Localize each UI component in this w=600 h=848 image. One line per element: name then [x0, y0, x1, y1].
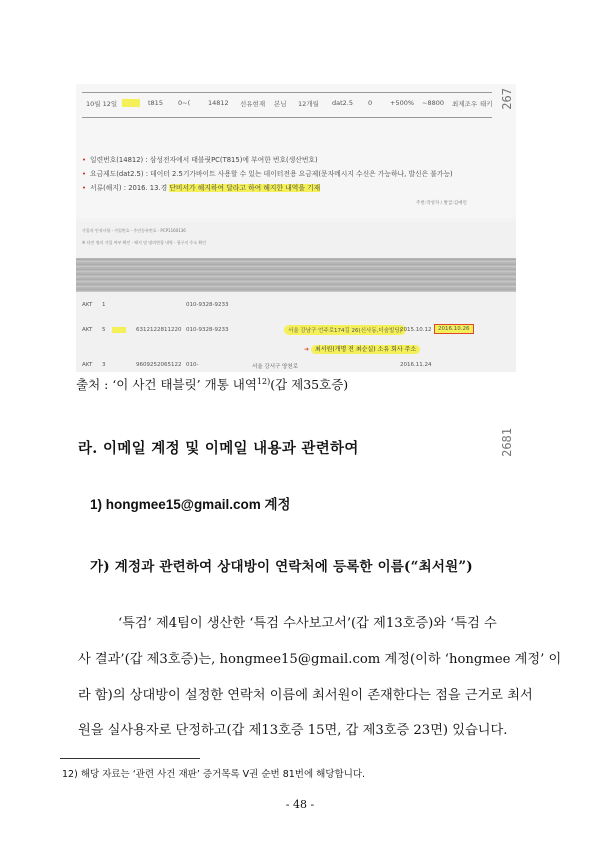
scan-lower-section: 가입자 인적사항 · 가입번호 · 주민등록번호 · PCP1160136 ※ 타인 명의 가입 여부 확인 · 해지 및 명의변경 내역 · 청구지 주소 확인 AKT 1 010-9328-9233 2681 AKT 5 6312122811220 010-9328-9233 서울 강남구 언주로174길 26(신사동,더숨빌딩) 2015.10.12 2016.10.26 ➜ 최서원(개명 전 최순실) 소유 회사 주소 AKT 3 9609252065122 010- 서울 강서구 양천로 2016.11.24	[76, 222, 516, 372]
cell-period: 12개월	[298, 100, 319, 108]
scan-note-serial: • 일련번호(14812) : 삼성전자에서 태블릿PC(T815)에 부여한 번호(생산번호)	[82, 156, 318, 164]
cell-model: t815	[148, 99, 163, 107]
scan-table-row	[82, 92, 492, 118]
cell-zero: 0	[368, 99, 373, 107]
page-stamp-top: 267	[500, 88, 514, 110]
scan-right-note: 주번:작성자 / 발급:김예린	[416, 201, 467, 206]
figure-caption: 출처 : ‘이 사건 태블릿’ 개통 내역$^{12)}$(갑 제35호증)	[76, 376, 349, 392]
scan-annotation: ➜ 최서원(개명 전 최순실) 소유 회사 주소	[304, 344, 420, 353]
cell-amount: ~8800	[422, 99, 444, 107]
cell-etc: 태키	[480, 100, 493, 108]
footnote: 12) 해당 자료는 ‘관련 사건 재판’ 증거목록 Ⅴ권 순번 81번에 해당합니다.	[62, 769, 366, 780]
page-stamp-bottom: 2681	[500, 428, 514, 457]
paragraph-line: 라 함)의 상대방이 설정한 연락처 이름에 최서원이 존재한다는 점을 근거로 최서	[78, 688, 533, 703]
subsection-heading: 1) hongmee15@gmail.com 계정	[90, 497, 291, 512]
cell-code: 0~(	[178, 99, 191, 107]
scan-upper-section	[76, 84, 516, 218]
section-heading: 라. 이메일 계정 및 이메일 내용과 관련하여	[78, 440, 359, 457]
cell-plan: dat2.5	[332, 99, 353, 107]
cell-fee: +500%	[390, 99, 415, 107]
paragraph-line: ‘특검’ 제4팀이 생산한 ‘특검 수사보고서’(갑 제13호증)와 ‘특검 수	[118, 616, 497, 631]
cell-store: 본님	[274, 100, 287, 108]
scan-note-cancel: • 서류(해지) : 2016. 13.경 단비서가 해지하여 달라고 하여 해지한 내역을 기재	[82, 184, 321, 192]
cell-date: 10월 12일	[86, 100, 118, 108]
cell-status: 최제조우	[452, 100, 478, 108]
scan-note-plan: • 요금제도(dat2.5) : 데이터 2.5기가바이트 사용할 수 있는 데이터전용 요금제(문자메시지 수신은 가능하나, 발신은 불가능)	[82, 170, 453, 178]
paragraph-line: 사 결과’(갑 제3호증)는, hongmee15@gmail.com 계정(이하 ‘hongmee 계정’ 이	[78, 652, 562, 667]
scan-row-highlighted: AKT 5 6312122811220 010-9328-9233 서울 강남구 언주로174길 26(신사동,더숨빌딩) 2015.10.12 2016.10.26	[76, 324, 516, 338]
footnote-divider	[60, 758, 200, 759]
paragraph-line: 원을 실사용자로 단정하고(갑 제13호증 15면, 갑 제3호증 23면) 있습니다.	[78, 723, 508, 738]
scan-redacted-band	[76, 258, 516, 292]
scan-address-highlight: 서울 강남구 언주로174길 26(신사동,더숨빌딩)	[284, 325, 406, 335]
cell-highlighted: ██	[122, 99, 140, 107]
scan-boxed-date: 2016.10.26	[434, 324, 474, 334]
cell-type: 선유현재	[240, 100, 266, 108]
sub-subsection-heading: 가) 계정과 관련하여 상대방이 연락처에 등록한 이름(“최서원”)	[90, 559, 473, 575]
cell-serial: 14812	[208, 99, 229, 107]
page-number: - 48 -	[285, 798, 315, 811]
footnote-ref: 12)	[256, 376, 271, 386]
